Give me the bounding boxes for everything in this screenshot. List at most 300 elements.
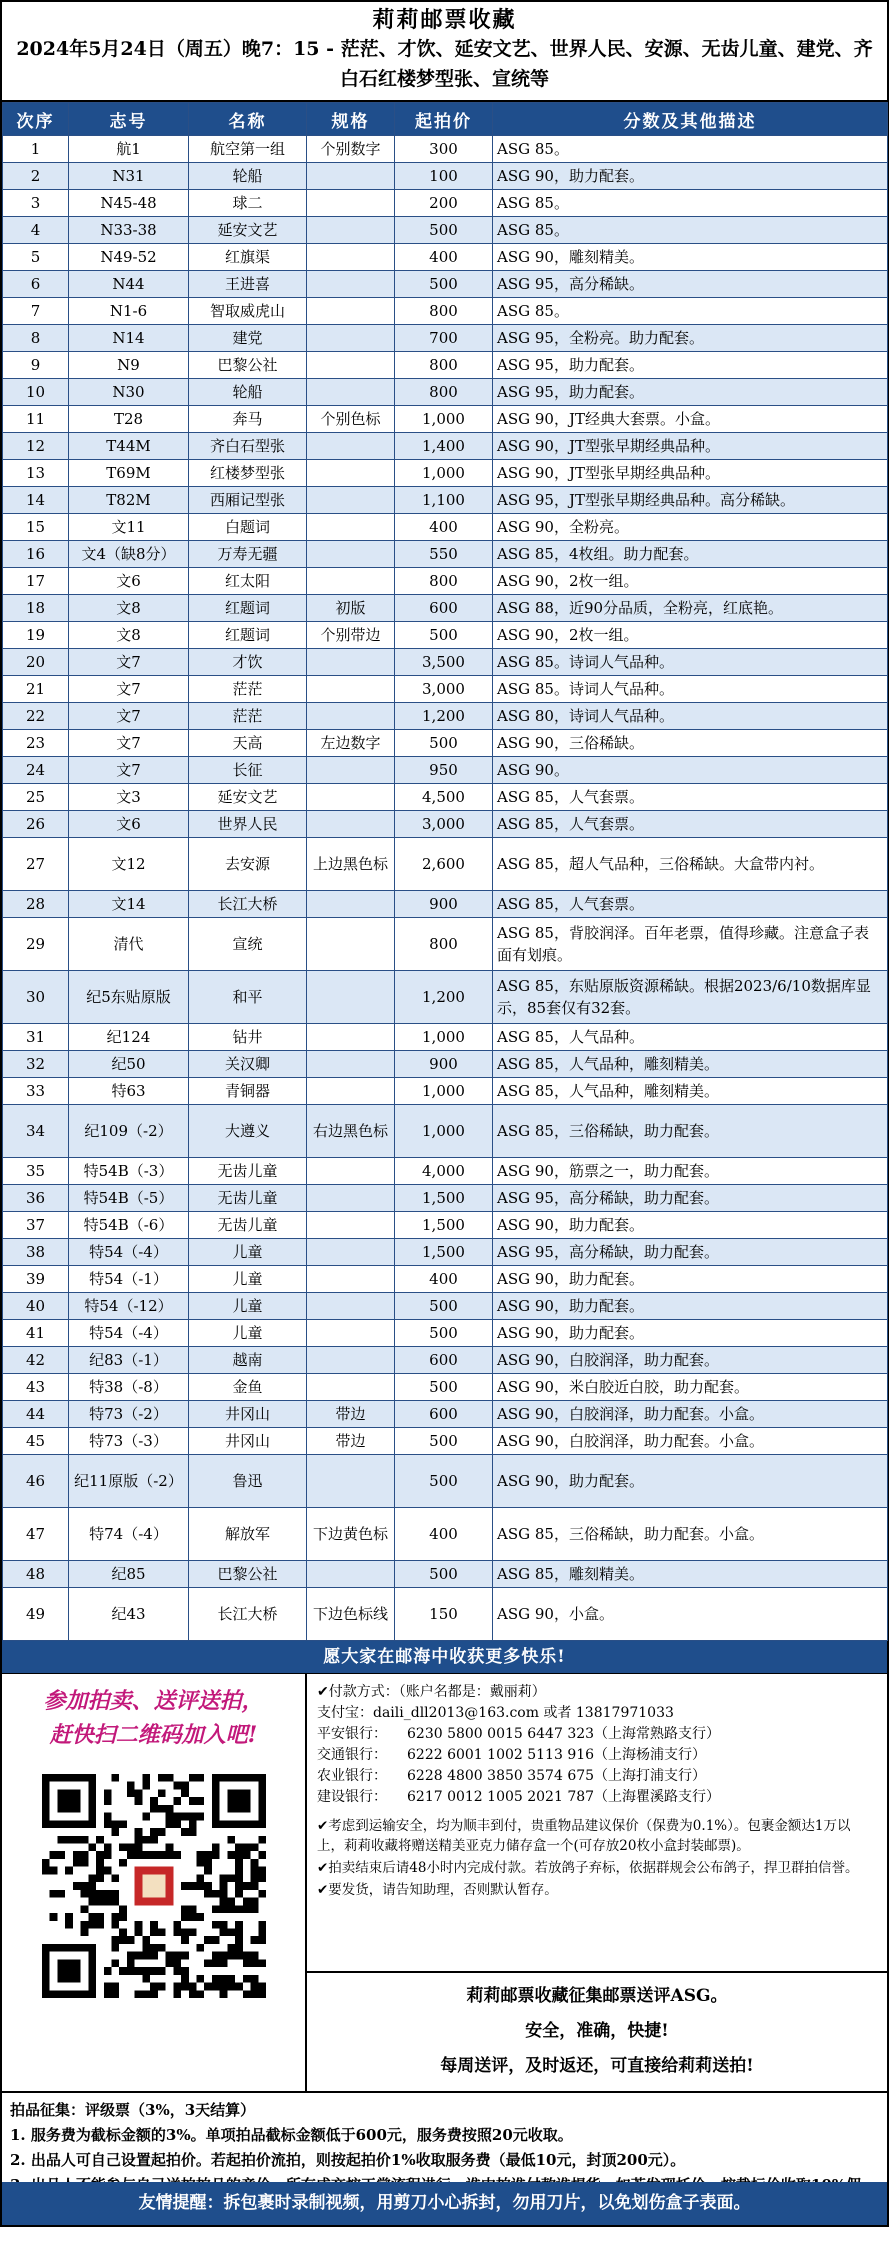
cell-spec [307,703,395,730]
cell-spec [307,649,395,676]
cell-name: 长江大桥 [189,1588,307,1641]
cell-price: 4,000 [395,1158,493,1185]
cell-desc: ASG 90，助力配套。 [493,1266,888,1293]
payment-info [307,1674,887,1971]
cell-price: 1,400 [395,433,493,460]
cell-order: 10 [3,379,69,406]
table-row [3,244,888,271]
table-row [3,352,888,379]
bank-name: 交通银行： [317,1747,387,1763]
cell-name: 井冈山 [189,1401,307,1428]
cell-name: 鲁迅 [189,1455,307,1508]
cell-order: 37 [3,1212,69,1239]
table-row [3,784,888,811]
cell-order: 16 [3,541,69,568]
cell-desc: ASG 85，人气套票。 [493,784,888,811]
cell-desc: ASG 90，JT型张早期经典品种。 [493,433,888,460]
cell-desc: ASG 90，雕刻精美。 [493,244,888,271]
cell-spec [307,1158,395,1185]
cell-price: 500 [395,622,493,649]
cell-order: 17 [3,568,69,595]
cell-name: 巴黎公社 [189,352,307,379]
cell-code: 纪43 [69,1588,189,1641]
alipay-line: 支付宝：daili_dll2013@163.com 或者 13817971033 [317,1705,674,1721]
cell-price: 500 [395,730,493,757]
cell-order: 26 [3,811,69,838]
cell-code: 特54B（-5） [69,1185,189,1212]
cell-desc: ASG 85。 [493,298,888,325]
cell-name: 宣统 [189,918,307,971]
table-row [3,1455,888,1508]
cell-spec [307,1374,395,1401]
cell-spec: 个别数字 [307,136,395,163]
table-row [3,487,888,514]
cell-desc: ASG 85，东贴原版资源稀缺。根据2023/6/10数据库显示，85套仅有32套。 [493,971,888,1024]
cell-order: 11 [3,406,69,433]
table-row [3,757,888,784]
cell-price: 950 [395,757,493,784]
payment-heading: ✔付款方式：（账户名都是：戴丽莉） [317,1684,546,1700]
title-block [2,2,887,102]
cell-order: 29 [3,918,69,971]
cell-desc: ASG 95，高分稀缺。 [493,271,888,298]
cell-price: 3,000 [395,811,493,838]
cell-price: 200 [395,190,493,217]
cell-spec [307,1212,395,1239]
cell-name: 王进喜 [189,271,307,298]
cell-order: 18 [3,595,69,622]
cell-desc: ASG 95，助力配套。 [493,379,888,406]
cell-desc: ASG 90，助力配套。 [493,1212,888,1239]
cell-price: 400 [395,1266,493,1293]
table-header-row [3,103,888,136]
cell-code: N30 [69,379,189,406]
bank-name: 平安银行： [317,1726,387,1742]
cell-code: 航1 [69,136,189,163]
cell-spec: 个别色标 [307,406,395,433]
cell-spec [307,891,395,918]
cell-order: 32 [3,1051,69,1078]
wish-banner: 愿大家在邮海中收获更多快乐! [2,1641,887,1673]
cell-spec [307,244,395,271]
cell-code: 特54（-12） [69,1293,189,1320]
table-row [3,1347,888,1374]
promo-line-1: 参加拍卖、送评送拍， [43,1688,264,1714]
table-row [3,433,888,460]
cell-order: 1 [3,136,69,163]
cell-code: 特54（-4） [69,1239,189,1266]
cell-desc: ASG 90，三俗稀缺。 [493,730,888,757]
table-row [3,1588,888,1641]
cell-spec: 个别带边 [307,622,395,649]
cell-price: 1,100 [395,487,493,514]
cell-name: 巴黎公社 [189,1561,307,1588]
cell-price: 500 [395,1374,493,1401]
table-row [3,703,888,730]
cell-price: 500 [395,217,493,244]
cell-spec [307,784,395,811]
cell-desc: ASG 90，助力配套。 [493,1455,888,1508]
cell-name: 无齿儿童 [189,1158,307,1185]
cell-code: N49-52 [69,244,189,271]
cell-code: 特38（-8） [69,1374,189,1401]
cell-name: 红旗渠 [189,244,307,271]
cell-order: 14 [3,487,69,514]
table-row [3,1561,888,1588]
lots-table [2,102,888,1641]
note-delivery: ✔要发货，请告知助理，否则默认暂存。 [317,1882,558,1898]
bank-account: 6228 4800 3850 3574 675（上海打浦支行） [407,1768,707,1784]
table-row [3,1158,888,1185]
cell-desc: ASG 90，2枚一组。 [493,568,888,595]
shipping-notes [317,1816,877,1900]
table-row [3,1320,888,1347]
cell-price: 1,200 [395,971,493,1024]
cell-spec [307,757,395,784]
cell-spec [307,352,395,379]
col-header-spec: 规格 [307,103,395,136]
cell-desc: ASG 90，助力配套。 [493,1293,888,1320]
cell-price: 800 [395,568,493,595]
cell-name: 越南 [189,1347,307,1374]
cell-price: 550 [395,541,493,568]
table-row [3,514,888,541]
cell-desc: ASG 90，筋票之一，助力配套。 [493,1158,888,1185]
cell-price: 100 [395,163,493,190]
cell-order: 19 [3,622,69,649]
cell-desc: ASG 85，雕刻精美。 [493,1561,888,1588]
cell-code: N44 [69,271,189,298]
cell-name: 儿童 [189,1239,307,1266]
cell-code: 文3 [69,784,189,811]
send-line-1: 莉莉邮票收藏征集邮票送评ASG。 [466,1986,728,2006]
cell-order: 36 [3,1185,69,1212]
cell-price: 800 [395,379,493,406]
col-header-desc: 分数及其他描述 [493,103,888,136]
send-line-3: 每周送评，及时返还，可直接给莉莉送拍! [440,2056,754,2076]
cell-price: 800 [395,918,493,971]
cell-spec [307,217,395,244]
cell-name: 世界人民 [189,811,307,838]
cell-order: 8 [3,325,69,352]
cell-price: 3,500 [395,649,493,676]
table-row [3,460,888,487]
table-row [3,622,888,649]
cell-desc: ASG 85，4枚组。助力配套。 [493,541,888,568]
cell-desc: ASG 90。 [493,757,888,784]
cell-name: 红题词 [189,622,307,649]
cell-desc: ASG 85。 [493,136,888,163]
cell-name: 万寿无疆 [189,541,307,568]
cell-order: 47 [3,1508,69,1561]
cell-desc: ASG 85。 [493,217,888,244]
table-row [3,1185,888,1212]
table-row [3,136,888,163]
promo-line-2: 赶快扫二维码加入吧! [49,1722,258,1748]
page-subtitle: 2024年5月24日（周五）晚7：15 - 茫茫、才饮、延安文艺、世界人民、安源、无齿儿童、建党、齐白石红楼梦型张、宣统等 [16,38,873,90]
cell-order: 41 [3,1320,69,1347]
bank-name: 农业银行： [317,1768,387,1784]
cell-price: 500 [395,1455,493,1508]
cell-spec [307,676,395,703]
bank-name: 建设银行： [317,1789,387,1805]
cell-spec: 左边数字 [307,730,395,757]
cell-desc: ASG 95，高分稀缺，助力配套。 [493,1239,888,1266]
table-row [3,971,888,1024]
cell-name: 儿童 [189,1293,307,1320]
cell-name: 建党 [189,325,307,352]
cell-desc: ASG 88，近90分品质，全粉亮，红底艳。 [493,595,888,622]
cell-code: 纪5东贴原版 [69,971,189,1024]
table-row [3,1428,888,1455]
bank-account: 6230 5800 0015 6447 323（上海常熟路支行） [407,1726,721,1742]
cell-name: 儿童 [189,1320,307,1347]
bank-row [317,1766,877,1787]
table-row [3,1078,888,1105]
cell-price: 400 [395,514,493,541]
cell-name: 关汉卿 [189,1051,307,1078]
table-row [3,730,888,757]
bank-row [317,1724,877,1745]
cell-spec [307,1320,395,1347]
cell-price: 500 [395,1293,493,1320]
cell-order: 44 [3,1401,69,1428]
cell-name: 西厢记型张 [189,487,307,514]
cell-code: N31 [69,163,189,190]
cell-desc: ASG 85，三俗稀缺，助力配套。 [493,1105,888,1158]
cell-price: 500 [395,271,493,298]
cell-code: 文7 [69,703,189,730]
cell-name: 延安文艺 [189,217,307,244]
table-row [3,1293,888,1320]
cell-order: 23 [3,730,69,757]
cell-code: N9 [69,352,189,379]
cell-code: T69M [69,460,189,487]
cell-desc: ASG 85，人气套票。 [493,811,888,838]
table-row [3,541,888,568]
cell-name: 红题词 [189,595,307,622]
cell-code: 文7 [69,649,189,676]
cell-price: 1,500 [395,1185,493,1212]
rule-item: 1. 服务费为截标金额的3%。单项拍品截标金额低于600元，服务费按照20元收取。 [10,2126,573,2144]
cell-name: 和平 [189,971,307,1024]
cell-desc: ASG 90，JT经典大套票。小盒。 [493,406,888,433]
cell-order: 6 [3,271,69,298]
cell-order: 46 [3,1455,69,1508]
cell-desc: ASG 90，助力配套。 [493,1320,888,1347]
table-row [3,1401,888,1428]
cell-name: 红楼梦型张 [189,460,307,487]
cell-code: 纪85 [69,1561,189,1588]
cell-order: 7 [3,298,69,325]
cell-code: 纪124 [69,1024,189,1051]
cell-code: 文14 [69,891,189,918]
table-row [3,406,888,433]
cell-code: 文7 [69,730,189,757]
table-row [3,379,888,406]
cell-order: 22 [3,703,69,730]
cell-code: N33-38 [69,217,189,244]
table-row [3,298,888,325]
table-row [3,1024,888,1051]
cell-price: 3,000 [395,676,493,703]
col-header-code: 志号 [69,103,189,136]
cell-name: 钻井 [189,1024,307,1051]
cell-spec [307,379,395,406]
col-header-order: 次序 [3,103,69,136]
cell-spec [307,514,395,541]
cell-code: 文8 [69,595,189,622]
cell-name: 解放军 [189,1508,307,1561]
cell-price: 600 [395,595,493,622]
cell-price: 400 [395,244,493,271]
cell-order: 48 [3,1561,69,1588]
cell-price: 500 [395,1320,493,1347]
cell-desc: ASG 85，人气品种，雕刻精美。 [493,1078,888,1105]
cell-name: 轮船 [189,379,307,406]
info-section [2,1673,887,2093]
cell-spec [307,1239,395,1266]
table-row [3,325,888,352]
cell-desc: ASG 85，人气套票。 [493,891,888,918]
cell-desc: ASG 85。诗词人气品种。 [493,676,888,703]
cell-name: 金鱼 [189,1374,307,1401]
cell-spec [307,1455,395,1508]
cell-name: 青铜器 [189,1078,307,1105]
cell-name: 无齿儿童 [189,1212,307,1239]
cell-spec [307,271,395,298]
cell-order: 30 [3,971,69,1024]
cell-name: 齐白石型张 [189,433,307,460]
cell-price: 1,000 [395,1105,493,1158]
cell-desc: ASG 90，白胶润泽，助力配套。 [493,1347,888,1374]
table-row [3,891,888,918]
table-row [3,1508,888,1561]
payment-panel [307,1674,887,2091]
cell-order: 15 [3,514,69,541]
cell-desc: ASG 85，三俗稀缺，助力配套。小盒。 [493,1508,888,1561]
cell-code: 文8 [69,622,189,649]
cell-price: 1,000 [395,460,493,487]
cell-code: 特54（-4） [69,1320,189,1347]
cell-spec [307,460,395,487]
cell-code: 特73（-3） [69,1428,189,1455]
qr-code-icon[interactable] [42,1774,266,1998]
cell-spec [307,190,395,217]
cell-order: 24 [3,757,69,784]
rules-heading: 拍品征集：评级票（3%，3天结算） [10,2101,256,2119]
cell-code: 特73（-2） [69,1401,189,1428]
cell-code: 文6 [69,811,189,838]
table-row [3,649,888,676]
cell-order: 13 [3,460,69,487]
cell-name: 大遵义 [189,1105,307,1158]
cell-name: 长江大桥 [189,891,307,918]
cell-price: 1,500 [395,1239,493,1266]
bank-row [317,1787,877,1808]
cell-order: 28 [3,891,69,918]
cell-code: 特63 [69,1078,189,1105]
cell-spec: 右边黑色标 [307,1105,395,1158]
cell-desc: ASG 85。诗词人气品种。 [493,649,888,676]
note-payment-deadline: ✔拍卖结束后请48小时内完成付款。若放鸽子弃标，依据群规会公布鸽子，捍卫群拍信誉。 [317,1860,859,1876]
cell-order: 31 [3,1024,69,1051]
cell-order: 2 [3,163,69,190]
cell-name: 红太阳 [189,568,307,595]
cell-name: 白题词 [189,514,307,541]
cell-spec [307,433,395,460]
cell-desc: ASG 85，超人气品种，三俗稀缺。大盒带内衬。 [493,838,888,891]
cell-code: 特54（-1） [69,1266,189,1293]
cell-price: 600 [395,1401,493,1428]
cell-price: 300 [395,136,493,163]
bank-row [317,1745,877,1766]
cell-desc: ASG 90，助力配套。 [493,163,888,190]
cell-price: 4,500 [395,784,493,811]
cell-spec [307,971,395,1024]
cell-price: 600 [395,1347,493,1374]
table-row [3,217,888,244]
cell-price: 800 [395,352,493,379]
table-row [3,1212,888,1239]
cell-code: 文4（缺8分） [69,541,189,568]
cell-spec [307,541,395,568]
cell-spec [307,811,395,838]
cell-desc: ASG 95，高分稀缺，助力配套。 [493,1185,888,1212]
cell-price: 1,000 [395,406,493,433]
cell-name: 长征 [189,757,307,784]
cell-code: 特54B（-6） [69,1212,189,1239]
cell-spec [307,1024,395,1051]
cell-spec [307,1051,395,1078]
footer-reminder: 友情提醒：拆包裹时录制视频，用剪刀小心拆封，勿用刀片，以免划伤盒子表面。 [2,2182,887,2225]
cell-order: 39 [3,1266,69,1293]
table-row [3,595,888,622]
cell-spec: 带边 [307,1428,395,1455]
table-row [3,1239,888,1266]
cell-price: 1,000 [395,1024,493,1051]
cell-desc: ASG 90，白胶润泽，助力配套。小盒。 [493,1401,888,1428]
cell-name: 无齿儿童 [189,1185,307,1212]
cell-code: 纪109（-2） [69,1105,189,1158]
cell-desc: ASG 85，人气品种，雕刻精美。 [493,1051,888,1078]
cell-price: 1,500 [395,1212,493,1239]
cell-order: 25 [3,784,69,811]
cell-code: 文12 [69,838,189,891]
cell-code: 文6 [69,568,189,595]
cell-name: 智取威虎山 [189,298,307,325]
cell-code: 文11 [69,514,189,541]
bank-account: 6222 6001 1002 5113 916（上海杨浦支行） [407,1747,707,1763]
cell-spec [307,1266,395,1293]
cell-name: 才饮 [189,649,307,676]
cell-order: 43 [3,1374,69,1401]
cell-name: 井冈山 [189,1428,307,1455]
cell-price: 900 [395,1051,493,1078]
cell-order: 45 [3,1428,69,1455]
cell-name: 轮船 [189,163,307,190]
cell-desc: ASG 90，米白胶近白胶，助力配套。 [493,1374,888,1401]
cell-order: 33 [3,1078,69,1105]
cell-name: 茫茫 [189,703,307,730]
cell-order: 20 [3,649,69,676]
col-header-price: 起拍价 [395,103,493,136]
cell-desc: ASG 85，背胶润泽。百年老票，值得珍藏。注意盒子表面有划痕。 [493,918,888,971]
cell-spec [307,568,395,595]
cell-desc: ASG 90，JT型张早期经典品种。 [493,460,888,487]
cell-code: T28 [69,406,189,433]
cell-price: 500 [395,1561,493,1588]
